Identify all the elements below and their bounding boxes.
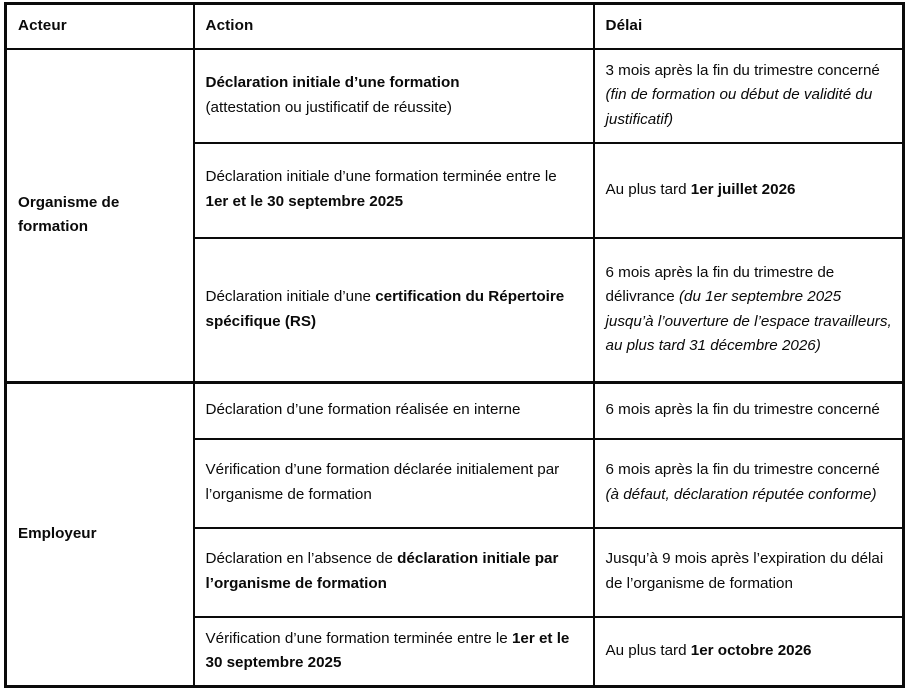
header-row: [6, 4, 904, 49]
delai-text: 6 mois après la fin du trimestre concerné: [605, 401, 880, 419]
delai-cell: [594, 143, 904, 238]
delai-text-italic: (fin de formation ou début de validité du justificatif): [605, 86, 873, 128]
delai-text-italic: (du 1er septembre 2025 jusqu’à l’ouverture de l’espace travailleurs, au plus tard 31 décembre 2026): [605, 288, 892, 355]
action-cell: [194, 439, 594, 528]
delai-text: Jusqu’à 9 mois après l’expiration du délai de l’organisme de formation: [605, 550, 884, 592]
action-cell: [194, 528, 594, 617]
table-row: [6, 383, 904, 439]
delai-text: 6 mois après la fin du trimestre concerné: [605, 461, 880, 479]
delai-cell: [594, 528, 904, 617]
action-text: Déclaration en l’absence de: [205, 550, 398, 568]
column-header-delai: Délai: [594, 4, 904, 49]
delai-text-bold: 1er juillet 2026: [690, 180, 796, 198]
delai-cell: [594, 383, 904, 439]
table-row: [6, 49, 904, 143]
action-text: Déclaration initiale d’une: [205, 288, 376, 306]
table-header: [6, 4, 904, 49]
delai-text-italic: (à défaut, déclaration réputée conforme): [605, 486, 877, 503]
action-text-bold: Déclaration initiale d’une formation: [205, 73, 460, 91]
action-cell: [194, 143, 594, 238]
delai-text: 6 mois après la fin du trimestre de délivrance: [605, 263, 835, 306]
delai-cell: [594, 238, 904, 383]
action-text-bold: déclaration initiale par l’organisme de formation: [205, 550, 559, 592]
delai-text-bold: 1er octobre 2026: [690, 641, 812, 659]
column-header-action: Action: [194, 4, 594, 49]
delai-text: 3 mois après la fin du trimestre concerné: [605, 61, 880, 79]
table-body: [6, 49, 904, 687]
actor-cell-employeur: Employeur: [6, 383, 194, 687]
action-cell: [194, 238, 594, 383]
action-cell: [194, 383, 594, 439]
action-cell: [194, 617, 594, 687]
action-text: Vérification d’une formation terminée entre le: [205, 629, 512, 647]
action-text-bold: 1er et le 30 septembre 2025: [205, 193, 404, 210]
delai-cell: [594, 617, 904, 687]
column-header-acteur: Acteur: [6, 4, 194, 49]
action-text: (attestation ou justificatif de réussite): [205, 98, 452, 116]
action-cell: [194, 49, 594, 143]
action-text: Déclaration initiale d’une formation terminée entre le: [205, 168, 557, 186]
delai-cell: [594, 439, 904, 528]
action-text: Déclaration d’une formation réalisée en interne: [205, 401, 521, 419]
action-text-bold: 1er et le 30 septembre 2025: [205, 629, 570, 672]
delai-cell: [594, 49, 904, 143]
delai-text: Au plus tard: [605, 180, 691, 198]
actor-cell-organisme: Organisme de formation: [6, 49, 194, 383]
action-text: Vérification d’une formation déclarée initialement par l’organisme de formation: [205, 461, 560, 503]
delai-text: Au plus tard: [605, 641, 691, 659]
delais-table: [4, 2, 905, 688]
action-text-bold: certification du Répertoire spécifique (RS): [205, 288, 565, 330]
